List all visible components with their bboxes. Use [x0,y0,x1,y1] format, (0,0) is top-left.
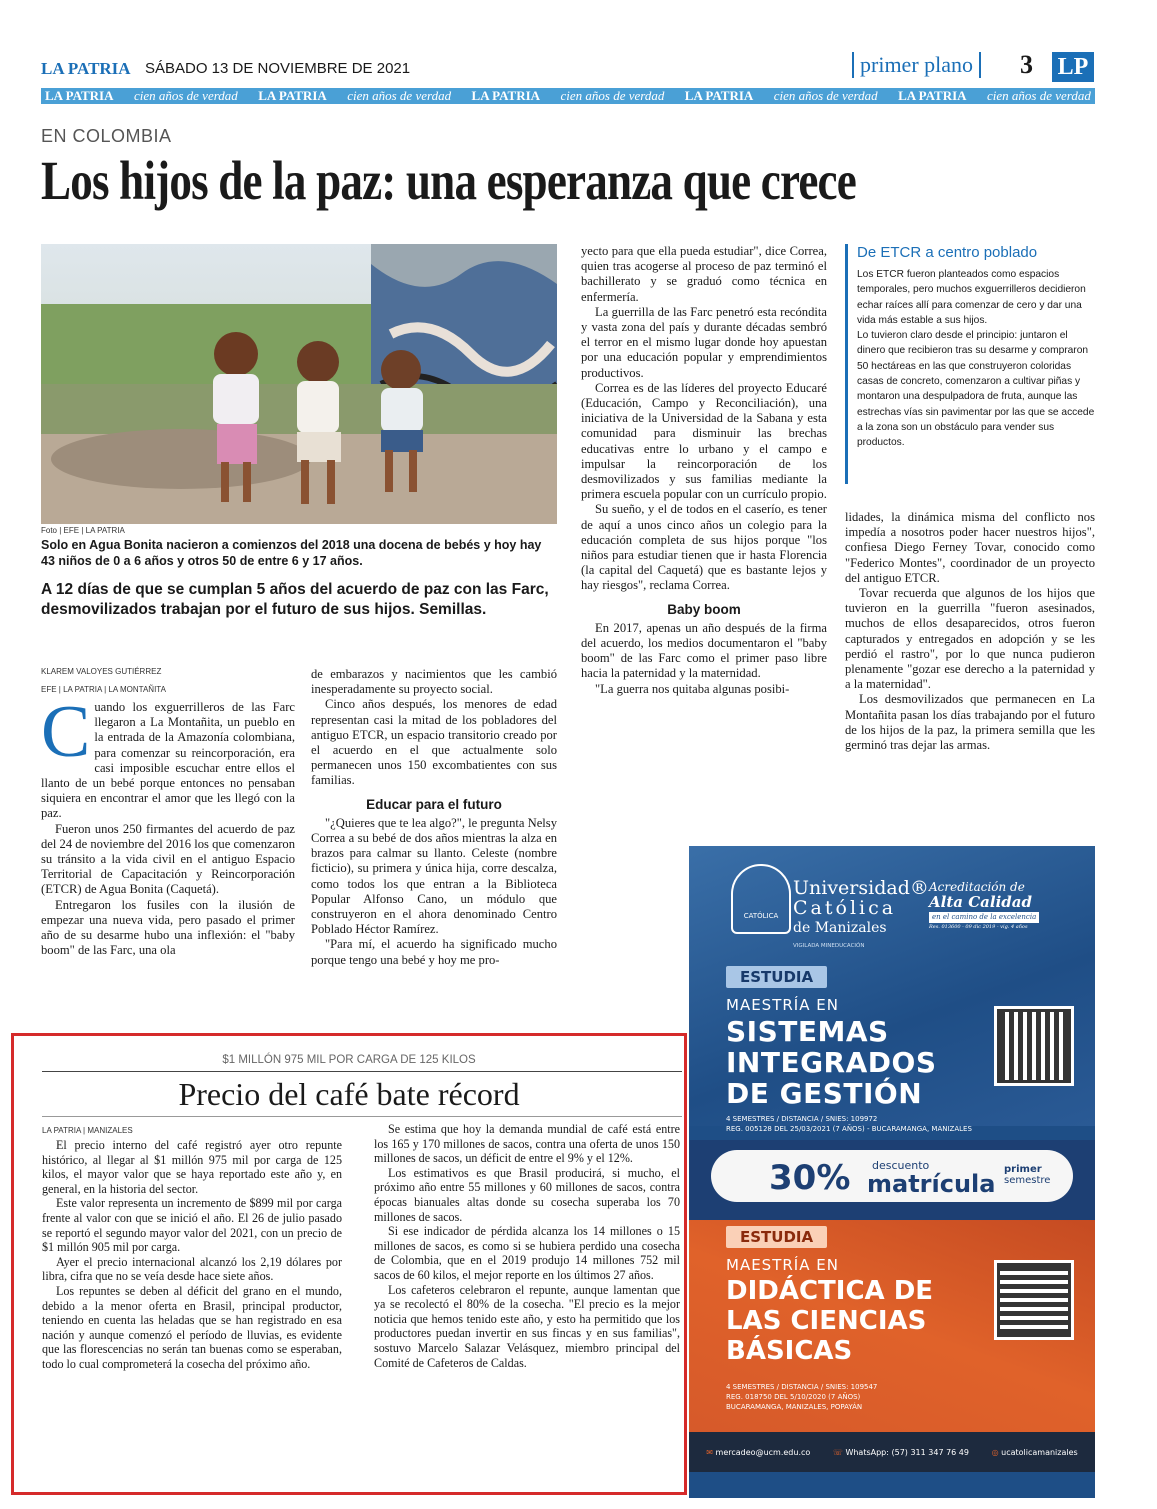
subhead: Baby boom [667,601,741,617]
paragraph: En 2017, apenas un año después de la firma del acuerdo, los medios documentaron el "baby boom" de las Farc como el primer paso libre hacia la paternidad y la maternidad. [581,620,827,681]
program-info-line: REG. 018750 DEL 5/10/2020 (7 AÑOS) [726,1393,861,1401]
ribbon-brand: LA PATRIA [684,88,754,103]
coffee-article-box [11,1033,687,1495]
accreditation-line: Acreditación de [929,880,1025,894]
paragraph: Fueron unos 250 firmantes del acuerdo de paz del 24 de noviembre del 2016 los que comenzaron su tránsito a la vida civil en el antiguo Espacio Territorial de Capacitación y Reincorporación (ETCR) de Agua Bonita (Caquetá). [41,821,295,897]
paragraph: Cinco años después, los menores de edad representan casi la mitad de los pobladores del antiguo ETCR, un espacio transitorio creado por el acuerdo en el que actualmente solo permanecen unos 150 excombatientes con sus familias. [311,697,557,788]
article-photo [41,244,557,524]
lp-logo: LP [1052,52,1094,82]
program-title-line: INTEGRADOS [726,1046,937,1079]
program-prefix: MAESTRÍA EN [726,996,839,1014]
qr-code-icon[interactable] [994,1006,1074,1086]
program-info-line: 4 SEMESTRES / DISTANCIA / SNIES: 109547 [726,1383,878,1391]
paragraph: lidades, la dinámica misma del conflicto nos impedía a nosotros poder hacer nuestros hijos", confiesa Diego Ferney Tovar, conocido como "Federico Montes", coordinador de un proyecto del antiguo ETCR. [845,510,1095,585]
paragraph: de embarazos y nacimientos que les cambió inesperadamente su proyecto social. [311,667,557,697]
paragraph: Entregaron los fusiles con la ilusión de empezar una nueva vida, pero pasado el primer año de su desarme hubo una inflexión: el "baby boom" de las Farc, una ola [41,897,295,958]
program-title-line: SISTEMAS [726,1015,889,1048]
accreditation-res: Res. 013600 - 09 dic 2019 - vig. 4 años [929,924,1028,930]
qr-code-icon[interactable] [994,1260,1074,1340]
children-photo-illustration [41,244,557,524]
seal-text: CATÓLICA [743,912,779,920]
university-name [793,878,929,938]
paragraph: Si ese indicador de pérdida alcanza los 14 millones o 15 millones de sacos, es como si se hubiera perdido una cosecha de Colombia, que en el 2019 produjo 14 millones 752 mil sacos de 60 kilos, el mejor reporte en los últimos 27 años. [374,1224,680,1282]
ribbon-brand: LA PATRIA [471,88,541,103]
dropcap: C [41,691,91,773]
university-name-line: Católica [793,897,897,919]
social-text: ucatolicamanizales [1001,1447,1078,1457]
discount-item: matrícula [867,1170,996,1198]
paragraph: "¿Quieres que te lea algo?", le pregunta Nelsy Correa a su bebé de dos años mientras la alza en brazos para calmar su llanto. Celeste (nombre ficticio), su primera y única hija, corre descalza, como todos los que entran a la Biblioteca Popular Alfonso Cano, un módulo que construyeron en el ahora denominado Centro Poblado Héctor Ramírez. [311,815,557,937]
paragraph: Lo tuvieron claro desde el principio: juntaron el dinero que recibieron tras su desarme y compraron 50 hectáreas en las que construyeron coloridas casas de concreto, comenzaron a cultivar piñas y montaron una despulpadora de fruta, aunque las estrechas vías sin pavimentar por las que se accede a la zona son un obstáculo para vender sus productos. [857,330,1095,449]
sidebar-text [857,267,1095,451]
program-title [726,1016,937,1109]
page-number: 3 [1020,50,1033,79]
paragraph: El precio interno del café registró ayer otro repunte histórico, al llegar al $1 millón 975 mil por carga de 125 kilos, el mayor valor que se haya reportado este año y, en general, en la historia del sector. [42,1138,342,1196]
paragraph: Los cafeteros celebraron el repunte, aunque lamentan que ya se recolectó el 80% de la cosecha. "El precio es la mejor noticia que hemos tenido este año, y esto ha permitido que los productores puedan invertir en sus fincas y en sus familias", sostuvo Marcelo Salazar Velásquez, miembro principal del Comité de Cafeteros de Caldas. [374,1282,680,1370]
accreditation-line: Alta Calidad [929,893,1032,911]
paragraph: Se estima que hoy la demanda mundial de café está entre los 165 y 170 millones de sacos, contra una oferta de unos 150 millones de sacos, un déficit de entre el 9% y el 12%. [374,1122,680,1166]
paragraph: "Para mí, el acuerdo ha significado mucho porque tengo una bebé y hoy me pro- [311,937,557,967]
photo-credit: Foto | EFE | LA PATRIA [41,526,125,535]
ribbon-brand: LA PATRIA [45,88,114,103]
paragraph: Este valor representa un incremento de $899 mil por carga frente al valor con que se inició el año. El 26 de julio pasado se reportó el segundo mayor valor del 2021, con un precio de $1 millón 905 mil por carga. [42,1196,342,1255]
section-label: primer plano [852,52,981,78]
program-title-line: BÁSICAS [726,1336,853,1366]
photo-caption: Solo en Agua Bonita nacieron a comienzos del 2018 una docena de bebés y hoy hay 43 niños de 0 a 6 años y otros 50 de entre 6 y 17 años. [41,538,542,568]
vigilada-label: VIGILADA MINEDUCACIÓN [793,943,865,949]
article-column-3 [581,244,827,697]
ribbon-slogan: cien años de verdad [987,88,1091,103]
university-name-line: de Manizales [793,920,887,936]
sidebar-title: De ETCR a centro poblado [857,244,1038,261]
masthead-brand: LA PATRIA [41,59,131,78]
paragraph: Tovar recuerda que algunos de los hijos que tuvieron en la guerrilla "fueron asesinados, muchos de ellos desaparecidos, otros fueron capturados y entregados en adopción y se les perdió el rastro", por lo que nunca pudieron plenamente "gozar ese derecho a la paternidad y a la maternidad". [845,586,1095,692]
coffee-column-1 [42,1138,342,1372]
paragraph: Los repuntes se deben al déficit del grano en el mundo, debido a la menor oferta en Brasil, principal productor, teniendo en cuenta las heladas que se han registrado en esa nación y aunque comenzó el período de lluvias, es evidente que las florescencias no serán tan buenas como se esperaban, todo lo cual comprometerá la cosecha del próximo año. [42,1283,342,1371]
university-name-line: Universidad® [793,877,929,899]
program-info [726,1382,877,1412]
study-badge: ESTUDIA [726,1226,827,1248]
ribbon-slogan: cien años de verdad [133,88,238,103]
slogan-ribbon [41,88,1095,104]
byline-source: EFE | LA PATRIA | LA MONTAÑITA [41,685,166,694]
article-column-2 [311,667,557,968]
program-title-line: DIDÁCTICA DE [726,1276,934,1306]
discount-term-line: primer [1004,1164,1042,1175]
email-contact[interactable] [706,1448,810,1457]
coffee-column-2 [374,1122,680,1370]
program-info-line: REG. 005128 DEL 25/03/2021 (7 AÑOS) - BUCARAMANGA, MANIZALES [726,1125,972,1133]
university-advertisement[interactable] [689,846,1095,1498]
paragraph: yecto para que ella pueda estudiar", dice Correa, quien tras acogerse al proceso de paz terminó el bachillerato y se graduó como técnica en enfermería. [581,244,827,304]
paragraph: "La guerra nos quitaba algunas posibi- [595,681,790,696]
whatsapp-icon: ☏ [832,1447,846,1457]
ribbon-slogan: cien años de verdad [773,88,878,103]
paragraph: uando los exguerrilleros de las Farc llegaron a La Montañita, un pueblo en la entrada de la Amazonía colombiana, para comenzar su reincorporación, era casi imposible escuchar entre ellos el llanto de un bebé porque entonces no pensaban siquiera en encontrar el amor que les llegó con la paz. [41,700,295,821]
article-lede: A 12 días de que se cumplan 5 años del acuerdo de paz con las Farc, desmovilizados trabajan por el futuro de sus hijos. Semillas. [41,581,549,618]
coffee-headline: Precio del café bate récord [178,1076,520,1112]
article-headline: Los hijos de la paz: una esperanza que crece [41,150,856,211]
ribbon-brand: LA PATRIA [258,88,327,103]
subhead: Educar para el futuro [366,796,502,812]
university-seal-icon [731,864,791,934]
paragraph: La guerrilla de las Farc penetró esta recóndita y vasta zona del país y durante décadas sembró el terror en el mismo lugar donde hoy apuestan por una educación popular y emprendimientos productivos. [581,304,827,380]
study-badge: ESTUDIA [726,966,827,988]
ribbon-slogan: cien años de verdad [560,88,665,103]
mail-icon: ✉ [706,1447,716,1457]
paragraph: Ayer el precio internacional alcanzó los 2,19 dólares por libra, cifra que no se veía desde hace siete años. [42,1254,342,1284]
discount-term [1004,1164,1050,1186]
program-info-line: BUCARAMANGA, MANIZALES, POPAYÁN [726,1403,863,1411]
paragraph: Los desmovilizados que permanecen en La Montañita pasan los días trabajando por el futuro de los hijos de la paz, la primera semilla que les germinó tras dejar las armas. [845,692,1095,753]
discount-term-line: semestre [1004,1175,1051,1186]
ribbon-brand: LA PATRIA [898,88,967,103]
accreditation-tag: en el camino de la excelencia [929,912,1039,923]
accreditation [929,880,1039,932]
paragraph: Los ETCR fueron planteados como espacios temporales, pero muchos exguerrilleros decidieron echar raíces allí para comenzar de cero y dar una vida más estable a sus hijos. [857,269,1086,326]
ribbon-slogan: cien años de verdad [347,88,452,103]
whatsapp-contact[interactable] [833,1448,969,1457]
email-text: mercadeo@ucm.edu.co [715,1447,811,1457]
paragraph: Su sueño, y el de todos en el caserío, es tener de aquí a unos cinco años un colegio para la educación completa de sus hijos porque "los niños para estudiar tienen que ir hasta Florencia (la capital del Caquetá) que es bastante lejos y hay riesgos", reclama Correa. [581,502,827,593]
program-title [726,1276,933,1366]
coffee-kicker: $1 MILLÓN 975 MIL POR CARGA DE 125 KILOS [222,1054,476,1066]
program-info [726,1114,972,1134]
contact-bar [689,1432,1095,1472]
paragraph: Correa es de las líderes del proyecto Educaré (Educación, Campo y Reconciliación), una iniciativa de la Universidad de la Sabana y esta comunidad para disminuir las brechas educativas entre lo urbano y el campo e impulsar la reincorporación de los desmovilizados y sus familias mediante la primera escuela popular con un currículo propio. [581,380,827,502]
divider [42,1071,682,1072]
social-icon: ◎ [991,1447,1002,1457]
paragraph: Los estimativos es que Brasil producirá, si mucho, el próximo año entre 55 millones y 60 millones de sacos, contra épocas bianuales altas donde su cosecha superaba los 70 millones de sacos. [374,1165,680,1224]
sidebar-box [845,244,1095,484]
program-title-line: LAS CIENCIAS [726,1306,927,1336]
coffee-byline: LA PATRIA | MANIZALES [42,1126,133,1135]
social-contact[interactable] [992,1448,1078,1457]
discount-value: 30% [769,1158,851,1198]
program-title-line: DE GESTIÓN [726,1077,923,1110]
discount-word: descuento [872,1159,930,1172]
masthead-date: SÁBADO 13 DE NOVIEMBRE DE 2021 [145,60,411,77]
whatsapp-text: WhatsApp: (57) 311 347 76 49 [845,1447,969,1457]
article-kicker: EN COLOMBIA [41,126,172,146]
byline-name: KLAREM VALOYES GUTIÉRREZ [41,667,162,676]
article-column-1 [41,691,295,958]
article-column-4 [845,510,1095,753]
program-info-line: 4 SEMESTRES / DISTANCIA / SNIES: 109972 [726,1115,878,1123]
program-prefix: MAESTRÍA EN [726,1256,839,1274]
divider [42,1116,682,1117]
